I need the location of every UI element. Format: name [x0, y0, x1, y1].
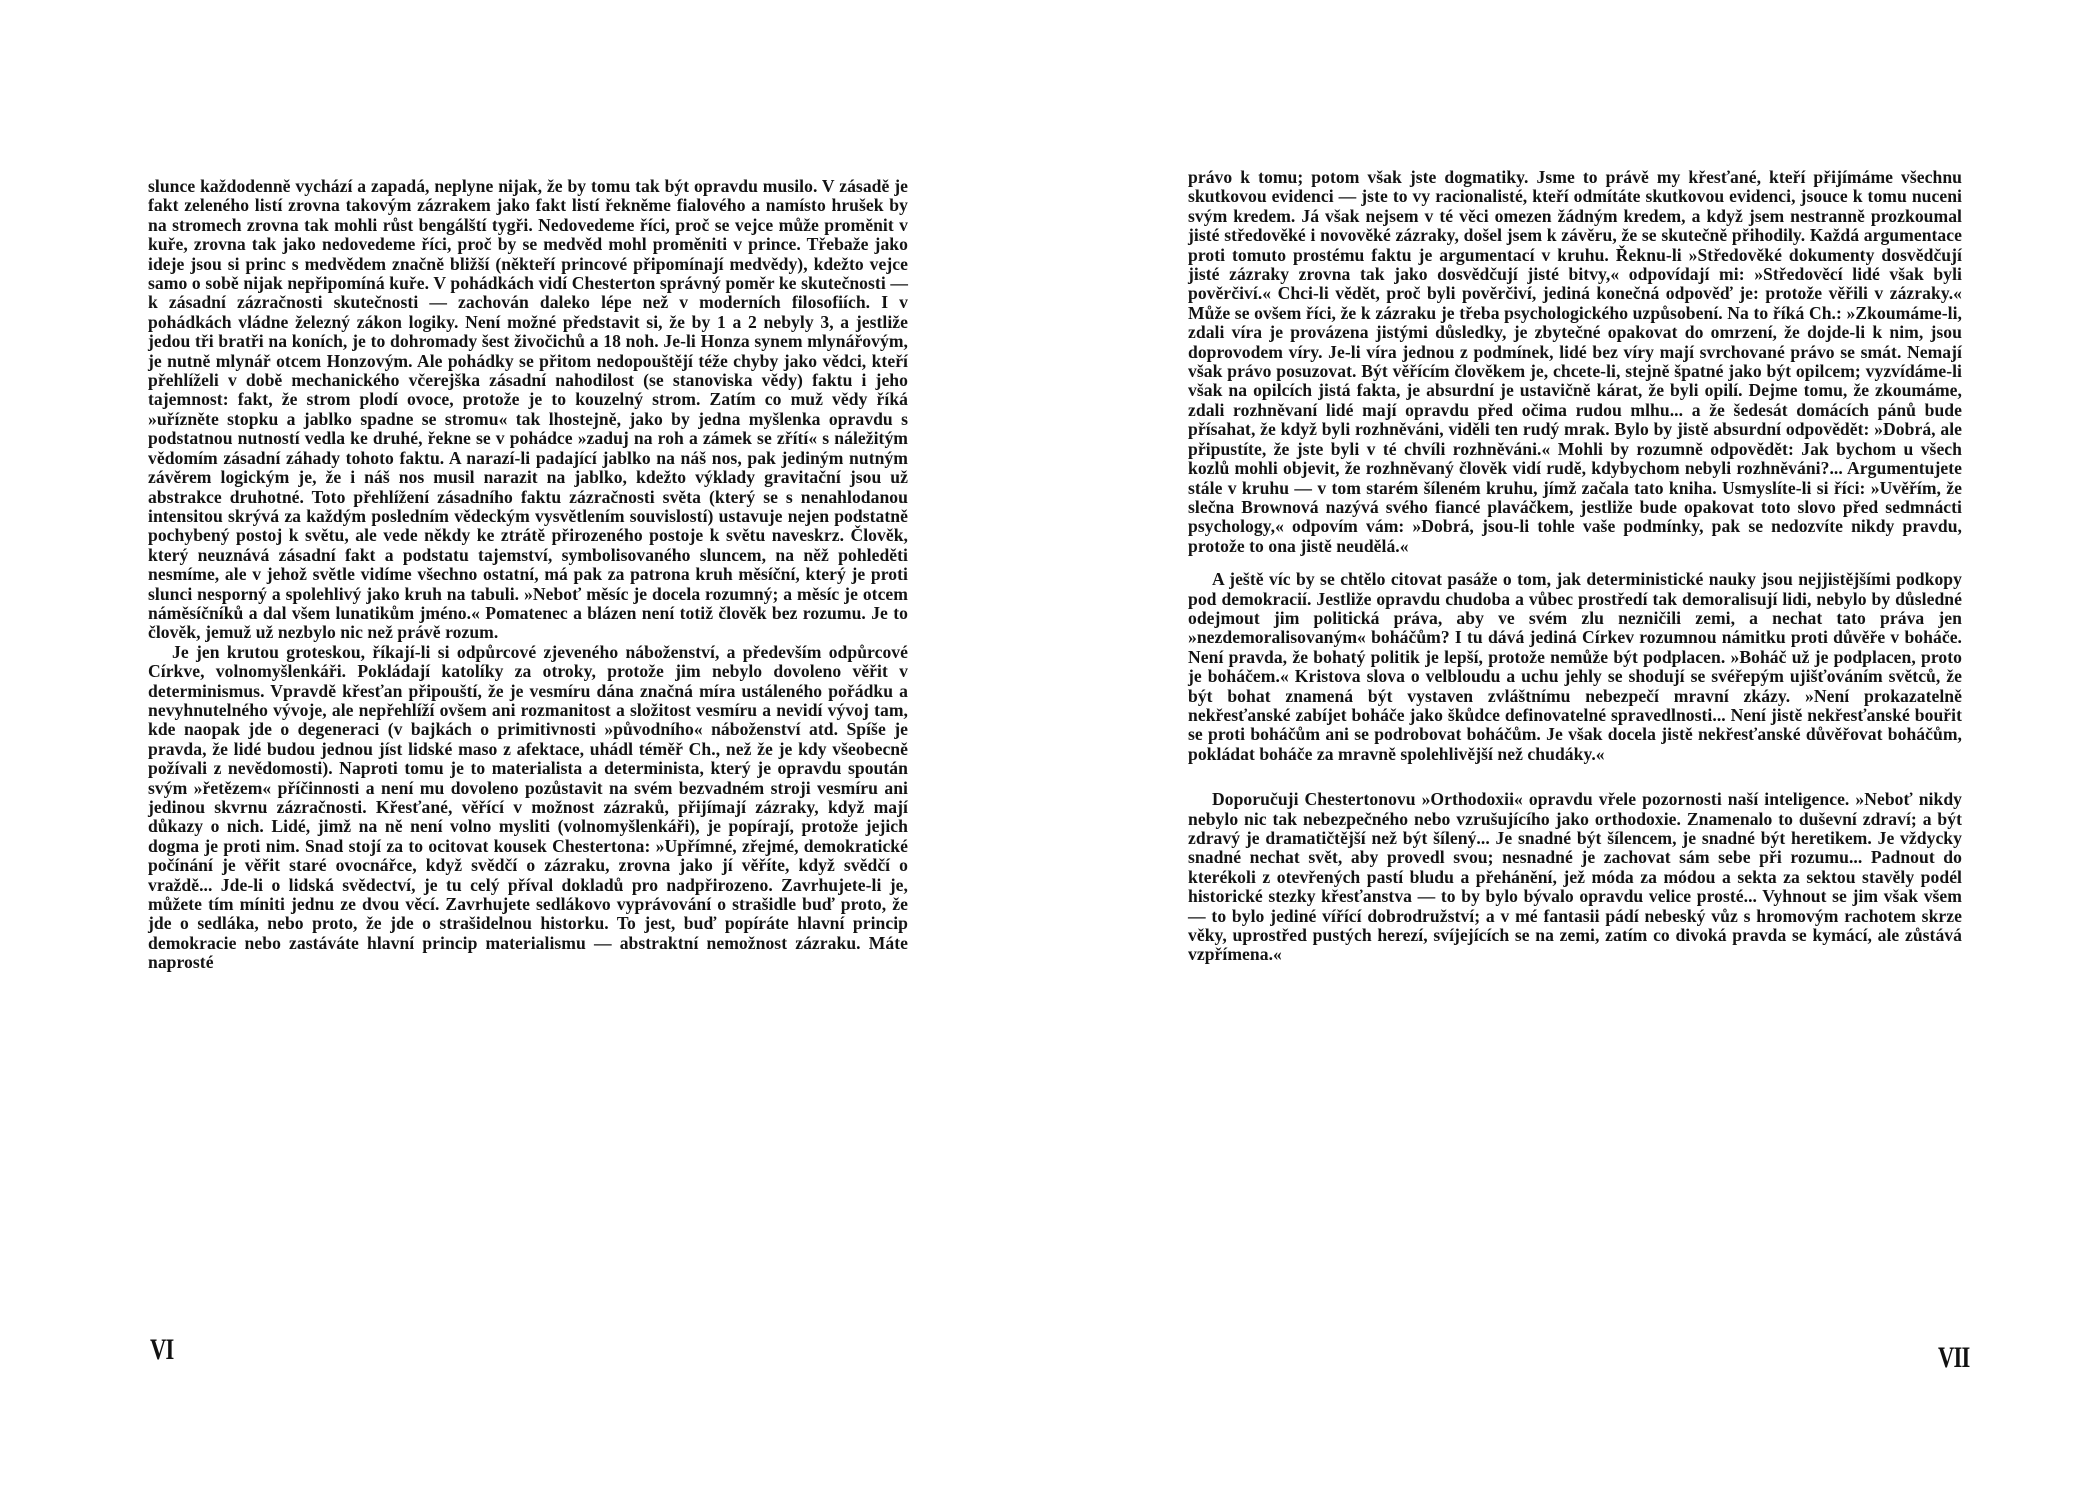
right-page [1046, 0, 2092, 1500]
left-page-text [148, 177, 908, 973]
page-number: VI [150, 1333, 174, 1366]
right-page-text [1188, 168, 1962, 965]
paragraph: A ještě víc by se chtělo citovat pasáže o tom, jak deterministické nauky jsou nejjistějšími podkopy pod demokracií. Jestliže opravdu chudoba a vůbec prostředí tak demoralisují lidi, nebylo by důsledné odejmout jim politická práva, aby ve svém zlu nezničili zemi, a nechat tato práva jen »nezdemoralisovaným« boháčům? I tu dává jediná Církev rozumnou námitku proti důvěře v boháče. Není pravda, že bohatý politik je lepší, protože nemůže být podplacen. »Boháč už je podplacen, proto je boháčem.« Kristova slova o velbloudu a uchu jehly se shodují se svéřepým ujišťováním světců, že být bohat znamená být vystaven zvláštnímu nebezpečí mravní zkázy. »Není prokazatelně nekřesťanské zabíjet boháče jako škůdce definovatelné spravedlnosti... Není jistě nekřesťanské bouřit se proti boháčům ani se podrobovat boháčům. Je však docela jistě nekřesťanské důvěřovat boháčům, pokládat boháče za mravně spolehlivější než chudáky.« [1188, 569, 1962, 764]
paragraph: Doporučuji Chestertonovu »Orthodoxii« opravdu vřele pozornosti naší inteligence. »Neboť nikdy nebylo nic tak nebezpečného nebo vzrušujícího jako orthodoxie. Znamenalo to duševní zdraví; a být zdravý je dramatičtější než být šílený... Je snadné být šílencem, je snadné být heretikem. Je vždycky snadné nechat svět, aby provedl svou; nesnadné je zachovat sám sebe při rozumu... Padnout do kterékoli z otevřených pastí bludu a přehánění, jež móda za módou a sekta za sektou stavěly podél historické stezky křesťanstva — to by bylo bývalo opravdu velice prosté... Vyhnout se jim však všem — to bylo jediné vířící dobrodružství; a v mé fantasii pádí nebeský vůz s hromovým rachotem skrze věky, uprostřed pustých herezí, svíjejících se na zemi, zatím co divoká pravda se kymácí, ale zůstává vzpřímena.« [1188, 789, 1962, 965]
paragraph: slunce každodenně vychází a zapadá, neplyne nijak, že by tomu tak být opravdu musilo. V zásadě je fakt zeleného listí zrovna takovým zázrakem jako fakt listí řekněme fialového a namísto hrušek by na stromech zrovna tak mohli růst bengálští tygři. Nedovedeme říci, proč se vejce může proměnit v kuře, zrovna tak jako nedovedeme říci, proč by se medvěd mohl proměniti v prince. Třebaže jako ideje jsou si princ s medvědem značně bližší (někteří princové připomínají medvědy), kdežto vejce samo o sobě nijak nepřipomíná kuře. V pohádkách vidí Chesterton správný poměr ke skutečnosti — k zásadní zázračnosti skutečnosti — zachován daleko lépe než v moderních filosofiích. I v pohádkách vládne železný zákon logiky. Není možné představit si, že by 1 a 2 nebyly 3, a jestliže jedou tři bratři na koních, je to dohromady šest živočichů a 18 noh. Je-li Honza synem mlynářovým, je nutně mlynář otcem Honzovým. Ale pohádky se přitom nedopouštějí téže chyby jako vědci, kteří přehlíželi v době mechanického včerejška zásadní nahodilost (se stanoviska vědy) faktu i jeho tajemnost: fakt, že strom plodí ovoce, protože je to kouzelný strom. Zatím co muž vědy říká »uřízněte stopku a jablko spadne se stromu« tak lhostejně, jako by jedna myšlenka opravdu s podstatnou nutností vedla ke druhé, řekne se v pohádce »zaduj na roh a zámek se zřítí« s náležitým vědomím zásadní záhady tohoto faktu. A narazí-li padající jablko na náš nos, pak jediným nutným závěrem logickým je, že i náš nos musil narazit na jablko, kdežto výklady gravitační jsou už abstrakce druhotné. Toto přehlížení zásadního faktu zázračnosti světa (který se s nenahlodanou intensitou skrývá za každým posledním vědeckým vysvětlením souvislostí) ustavuje nejen podstatně pochybený postoj k světu, ale vede někdy ke ztrátě přirozeného postoje k světu naveskrz. Člověk, který neuznává zásadní fakt a podstatu tajemství, symbolisovaného sluncem, na něž pohleděti nesmíme, ale v jehož světle vidíme všechno ostatní, má pak za patrona kruh měsíční, který je proti slunci nesporný a spolehlivý jako kruh na tabuli. »Neboť měsíc je docela rozumný; a měsíc je otcem náměsíčníků a dal všem lunatikům jméno.« Pomatenec a blázen není totiž člověk bez rozumu. Je to člověk, jemuž už nezbylo nic než právě rozum. [148, 176, 908, 643]
page-number: VII [1938, 1341, 1970, 1374]
paragraph: Je jen krutou groteskou, říkají-li si odpůrcové zjeveného náboženství, a především odpůrcové Církve, volnomyšlenkáři. Pokládají katolíky za otroky, protože jim nebylo dovoleno věřit v determinismus. Vpravdě křesťan připouští, že je vesmíru dána značná míra ustáleného pořádku a nevyhnutelného vývoje, ale nepřehlíží ovšem ani rozmanitost a složitost vesmíru a nevidí vývoj tam, kde naopak jde o degeneraci (v bajkách o primitivnosti »původního« náboženství atd. Spíše je pravda, že lidé budou jednou jíst lidské maso z afektace, uhádl téměř Ch., než že je kdy všeobecně požívali z nevědomosti). Naproti tomu je to materialista a determinista, který je opravdu spoután svým »řetězem« příčinnosti a není mu dovoleno pozůstavit na svém bezvadném stroji vesmíru ani jedinou skvrnu zázračnosti. Křesťané, věřící v možnost zázraků, přijímají zázraky, když mají důkazy o nich. Lidé, jimž na ně není volno mysliti (volnomyšlenkáři), je popírají, protože jejich dogma je proti nim. Snad stojí za to ocitovat kousek Chestertona: »Upřímné, zřejmé, demokratické počínání je věřit staré ovocnářce, když svědčí o zázraku, zrovna jako jí věříte, když svědčí o vraždě... Jde-li o lidská svědectví, je tu celý příval dokladů pro nadpřirozeno. Zavrhujete-li je, můžete tím míniti jednu ze dvou věcí. Zavrhujete sedlákovo vyprávování o strašidle buď proto, že jde o sedláka, nebo proto, že jde o strašidelnou historku. To jest, buď popíráte hlavní princip demokracie nebo zastáváte hlavní princip materialismu — abstraktní nemožnost zázraku. Máte naprosté [148, 641, 908, 973]
paragraph: právo k tomu; potom však jste dogmatiky. Jsme to právě my křesťané, kteří přijímáme všechnu skutkovou evidenci — jste to vy racionalisté, kteří odmítáte skutkovou evidenci, jsouce k tomu nuceni svým kredem. Já však nejsem v té věci omezen žádným kredem, a když jsem nestranně prozkoumal jisté středověké i novověké zázraky, došel jsem k závěru, že se skutečně přihodily. Každá argumentace proti tomuto prostému faktu je argumentací v kruhu. Řeknu-li »Středověké dokumenty dosvědčují jisté zázraky zrovna tak jako dosvědčují jisté bitvy,« odpovídají mi: »Středověcí lidé však byli pověrčiví.« Chci-li vědět, proč byli pověrčiví, jediná konečná odpověď je: protože věřili v zázraky.« Může se ovšem říci, že k zázraku je třeba psychologického uzpůsobení. Na to říká Ch.: »Zkoumáme-li, zdali víra je provázena jistými důsledky, je zbytečné opakovat do omrzení, že dojde-li k nim, jsou doprovodem víry. Je-li víra jednou z podmínek, lidé bez víry mají svrchované právo se smát. Nemají však právo posuzovat. Být věřícím člověkem je, chcete-li, stejně špatné jako být opilcem; vyzvídáme-li však na opilcích jistá fakta, je absurdní je ustavičně kárat, že byli opilí. Dejme tomu, že zkoumáme, zdali rozhněvaní lidé mají opravdu před očima rudou mlhu... a že šedesát domácích pánů bude přísahat, že když byli rozhněváni, viděli ten rudý mrak. Bylo by jistě absurdní odpovědět: »Dobrá, ale připustíte, že jste byli v té chvíli rozhněváni.« Mohli by rozumně odpovědět: Jak bychom u všech kozlů mohli objevit, že rozhněvaný člověk vidí rudě, kdybychom nebyli rozhněváni?... Argumentujete stále v kruhu — v tom starém šíleném kruhu, jímž začala tato kniha. Usmyslíte-li si říci: »Uvěřím, že slečna Brownová nazývá svého fiancé plaváčkem, jestliže bude opakovat toto slovo před sedmnácti psychology,« odpovím vám: »Dobrá, jsou-li tohle vaše podmínky, pak se nedozvíte nikdy pravdu, protože to ona jistě neudělá.« [1188, 167, 1962, 556]
